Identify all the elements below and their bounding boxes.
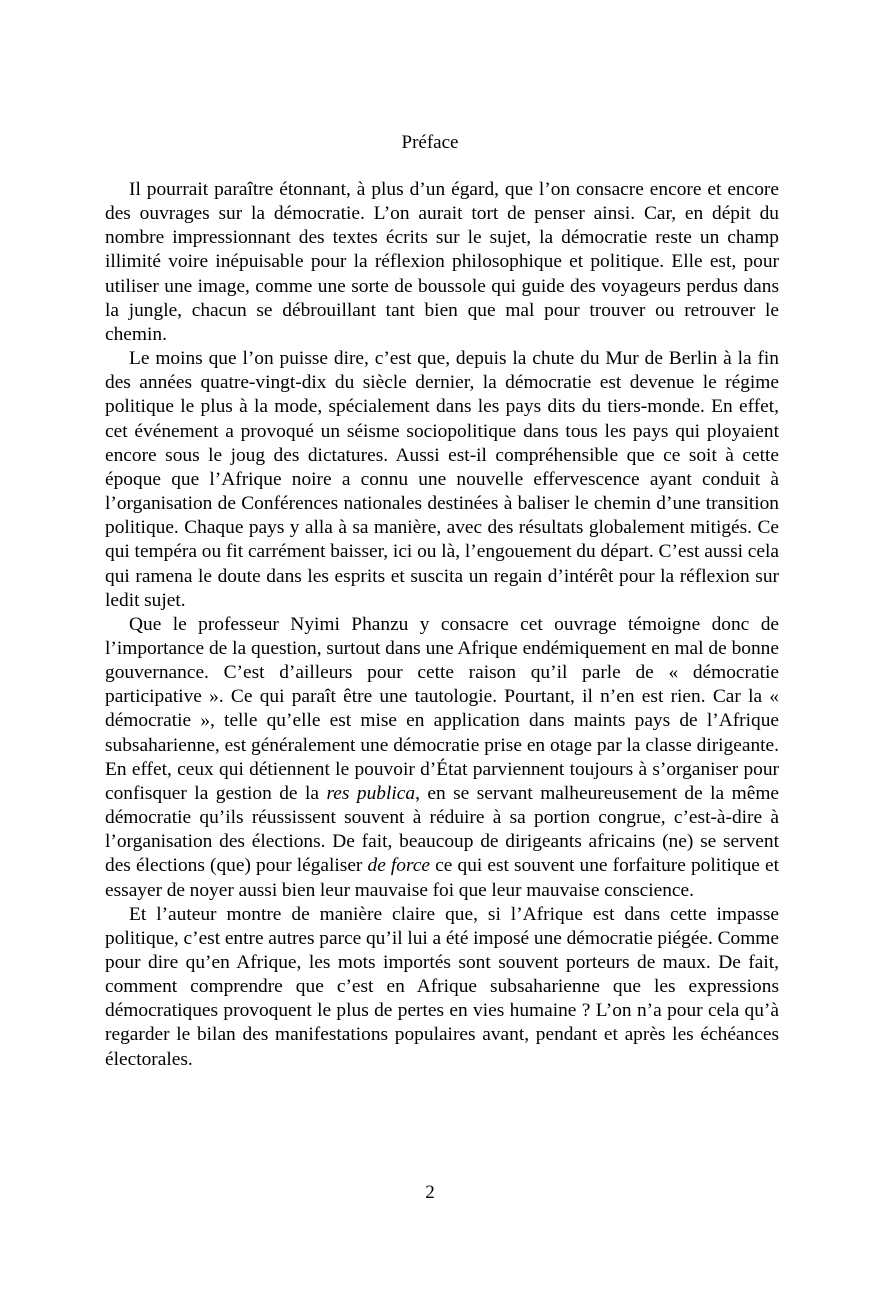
paragraph-3: [105, 613, 779, 903]
italic-de-force: de force: [367, 855, 431, 877]
body-text: [105, 178, 779, 1072]
paragraph-3-part-1: Que le professeur Nyimi Phanzu y consacre cet ouvrage témoigne donc de l’importance de la question, surtout dans une Afrique endémiquement en mal de bonne gouvernance. C’est d’ailleurs pour cette raison qu’il parle de « démocratie participative ». Ce qui paraît être une tautologie. Pourtant, il n’en est rien. Car la « démocratie », telle qu’elle est mise en application dans maints pays de l’Afrique subsaharienne, est généralement une démocratie prise en otage par la classe dirigeante. En effet, ceux qui détiennent le pouvoir d’État parviennent toujours à s’organiser pour confisquer la gestion de la: [105, 613, 779, 804]
paragraph-3-part-2: , en se servant malheureusement de la même démocratie qu’ils réussissent souvent à réduire à sa portion congrue, c’est-à-dire à l’organisation des élections. De fait, beaucoup de dirigeants africains (ne) se servent des élections (que) pour légaliser: [105, 782, 780, 877]
italic-res-publica: res publica: [326, 782, 416, 804]
paragraph-1: Il pourrait paraître étonnant, à plus d’un égard, que l’on consacre encore et encore des ouvrages sur la démocratie. L’on aurait tort de penser ainsi. Car, en dépit du nombre impressionnant des textes écrits sur le sujet, la démocratie reste un champ illimité voire inépuisable pour la réflexion philosophique et politique. Elle est, pour utiliser une image, comme une sorte de boussole qui guide des voyageurs perdus dans la jungle, chacun se débrouillant tant bien que mal pour trouver ou retrouver le chemin.: [105, 179, 779, 345]
page-number: 2: [425, 1182, 435, 1203]
paragraph-2: Le moins que l’on puisse dire, c’est que, depuis la chute du Mur de Berlin à la fin des années quatre-vingt-dix du siècle dernier, la démocratie est devenue le régime politique le plus à la mode, spécialement dans les pays dits du tiers-monde. En effet, cet événement a provoqué un séisme sociopolitique dans tous les pays qui ployaient encore sous le joug des dictatures. Aussi est-il compréhensible que ce soit à cette époque que l’Afrique noire a connu une nouvelle effervescence ayant conduit à l’organisation de Conférences nationales destinées à baliser le chemin d’une transition politique. Chaque pays y alla à sa manière, avec des résultats globalement mitigés. Ce qui tempéra ou fit carrément baisser, ici ou là, l’engouement du départ. C’est aussi cela qui ramena le doute dans les esprits et suscita un regain d’intérêt pour la réflexion sur ledit sujet.: [105, 348, 779, 611]
paragraph-4: Et l’auteur montre de manière claire que, si l’Afrique est dans cette impasse politique, c’est entre autres parce qu’il lui a été imposé une démocratie piégée. Comme pour dire qu’en Afrique, les mots importés sont souvent porteurs de maux. De fait, comment comprendre que c’est en Afrique subsaharienne que les expressions démocratiques provoquent le plus de pertes en vies humaine ? L’on n’a pour cela qu’à regarder le bilan des manifestations populaires avant, pendant et après les échéances électorales.: [105, 903, 779, 1070]
page-title: Préface: [401, 132, 459, 153]
paragraph-3-part-3: ce qui est souvent une forfaiture politique et essayer de noyer aussi bien leur mauvaise foi que leur mauvaise conscience.: [105, 855, 779, 901]
